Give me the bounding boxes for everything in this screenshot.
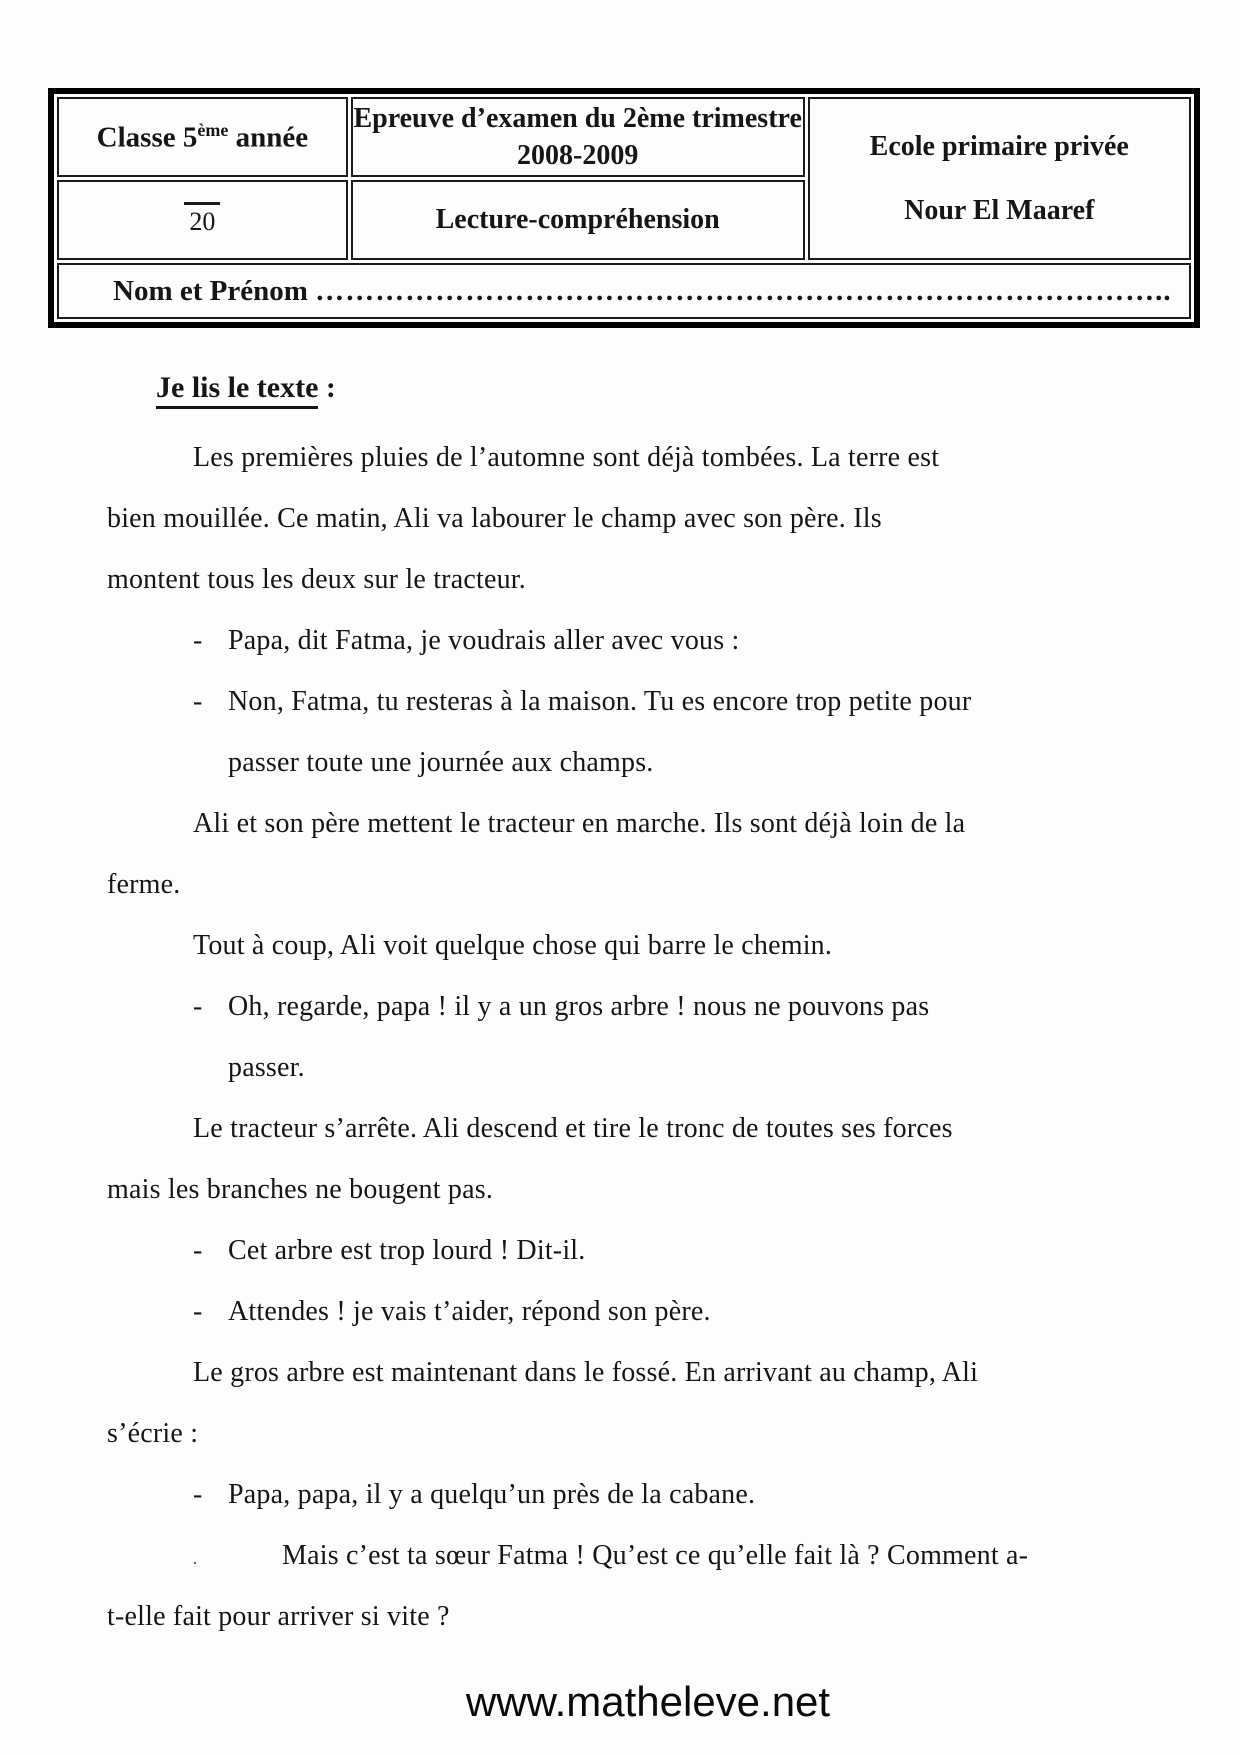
text-line — [0, 1159, 1240, 1220]
name-label: Nom et Prénom — [113, 274, 316, 307]
school-cell — [808, 97, 1191, 260]
section-title — [156, 358, 1240, 418]
text-line — [0, 1342, 1240, 1403]
text-line — [0, 610, 1240, 671]
text-line-content: Oh, regarde, papa ! il y a un gros arbre ! nous ne pouvons pas — [228, 991, 930, 1022]
text-line-content: bien mouillée. Ce matin, Ali va labourer le champ avec son père. Ils — [107, 503, 882, 534]
text-line-content: Attendes ! je vais t’aider, répond son père. — [228, 1296, 711, 1327]
text-line — [0, 793, 1240, 854]
text-line — [0, 671, 1240, 732]
score-cell — [57, 180, 348, 260]
text-line — [0, 1037, 1240, 1098]
text-line-content: Les premières pluies de l’automne sont déjà tombées. La terre est — [193, 442, 940, 473]
text-line-content: passer toute une journée aux champs. — [228, 747, 654, 778]
text-line — [0, 915, 1240, 976]
text-line-content: passer. — [228, 1052, 305, 1083]
dash-marker: - — [193, 991, 203, 1022]
website-footer — [0, 1678, 1240, 1726]
text-line — [0, 488, 1240, 549]
text-line-content: mais les branches ne bougent pas. — [107, 1174, 494, 1205]
text-line — [0, 1525, 1240, 1586]
classe-superscript: ème — [197, 119, 229, 140]
text-line — [0, 732, 1240, 793]
school-name-line2: Nour El Maaref — [904, 194, 1095, 226]
score-fraction — [184, 202, 220, 235]
reading-text — [0, 427, 1240, 1647]
name-row — [57, 263, 1191, 319]
text-line — [0, 1403, 1240, 1464]
website-url: www.matheleve.net — [465, 1678, 831, 1725]
text-line — [0, 1586, 1240, 1647]
text-line-content: Papa, dit Fatma, je voudrais aller avec vous : — [228, 625, 740, 656]
score-denominator: 20 — [189, 207, 216, 236]
text-line-content: Non, Fatma, tu resteras à la maison. Tu es encore trop petite pour — [228, 686, 972, 717]
dash-marker: - — [193, 1235, 203, 1266]
school-name-line1: Ecole primaire privée — [869, 130, 1129, 162]
classe-cell — [57, 97, 348, 177]
section-title-text: Je lis le texte — [156, 371, 318, 409]
dot-marker: . — [193, 1551, 198, 1568]
text-line — [0, 1464, 1240, 1525]
text-line-content: Tout à coup, Ali voit quelque chose qui barre le chemin. — [193, 930, 833, 961]
text-line-content: montent tous les deux sur le tracteur. — [107, 564, 526, 595]
text-line — [0, 1281, 1240, 1342]
name-fill-in-dots: ………………………………………………………………………….. — [315, 274, 1172, 307]
text-line-content: Ali et son père mettent le tracteur en marche. Ils sont déjà loin de la — [193, 808, 966, 839]
classe-suffix: année — [228, 121, 309, 154]
exam-title-cell — [351, 97, 805, 177]
text-line — [0, 549, 1240, 610]
exam-title-line2: 2008-2009 — [517, 140, 639, 171]
text-line-content: Le gros arbre est maintenant dans le fossé. En arrivant au champ, Ali — [193, 1357, 979, 1388]
text-line-content: Cet arbre est trop lourd ! Dit-il. — [228, 1235, 586, 1266]
text-line — [0, 976, 1240, 1037]
text-line — [0, 1098, 1240, 1159]
dash-marker: - — [193, 1479, 203, 1510]
classe-prefix: Classe 5 — [96, 121, 198, 154]
dash-marker: - — [193, 686, 203, 717]
dash-marker: - — [193, 1296, 203, 1327]
subject-cell — [351, 180, 805, 260]
text-line — [0, 1220, 1240, 1281]
text-line-content: t-elle fait pour arriver si vite ? — [107, 1601, 450, 1632]
reading-section — [0, 330, 1240, 1647]
text-line-content: Mais c’est ta sœur Fatma ! Qu’est ce qu’elle fait là ? Comment a- — [282, 1540, 1029, 1571]
subject-label: Lecture-compréhension — [435, 204, 720, 235]
score-bar — [184, 202, 220, 205]
dash-marker: - — [193, 625, 203, 656]
text-line — [0, 427, 1240, 488]
header-table — [48, 88, 1200, 328]
text-line-content: s’écrie : — [107, 1418, 199, 1449]
text-line — [0, 854, 1240, 915]
text-line-content: Papa, papa, il y a quelqu’un près de la cabane. — [228, 1479, 756, 1510]
text-line-content: ferme. — [107, 869, 181, 900]
exam-title-line1: Epreuve d’examen du 2ème trimestre — [353, 103, 802, 134]
section-title-colon: : — [318, 371, 336, 404]
text-line-content: Le tracteur s’arrête. Ali descend et tire le tronc de toutes ses forces — [193, 1113, 953, 1144]
